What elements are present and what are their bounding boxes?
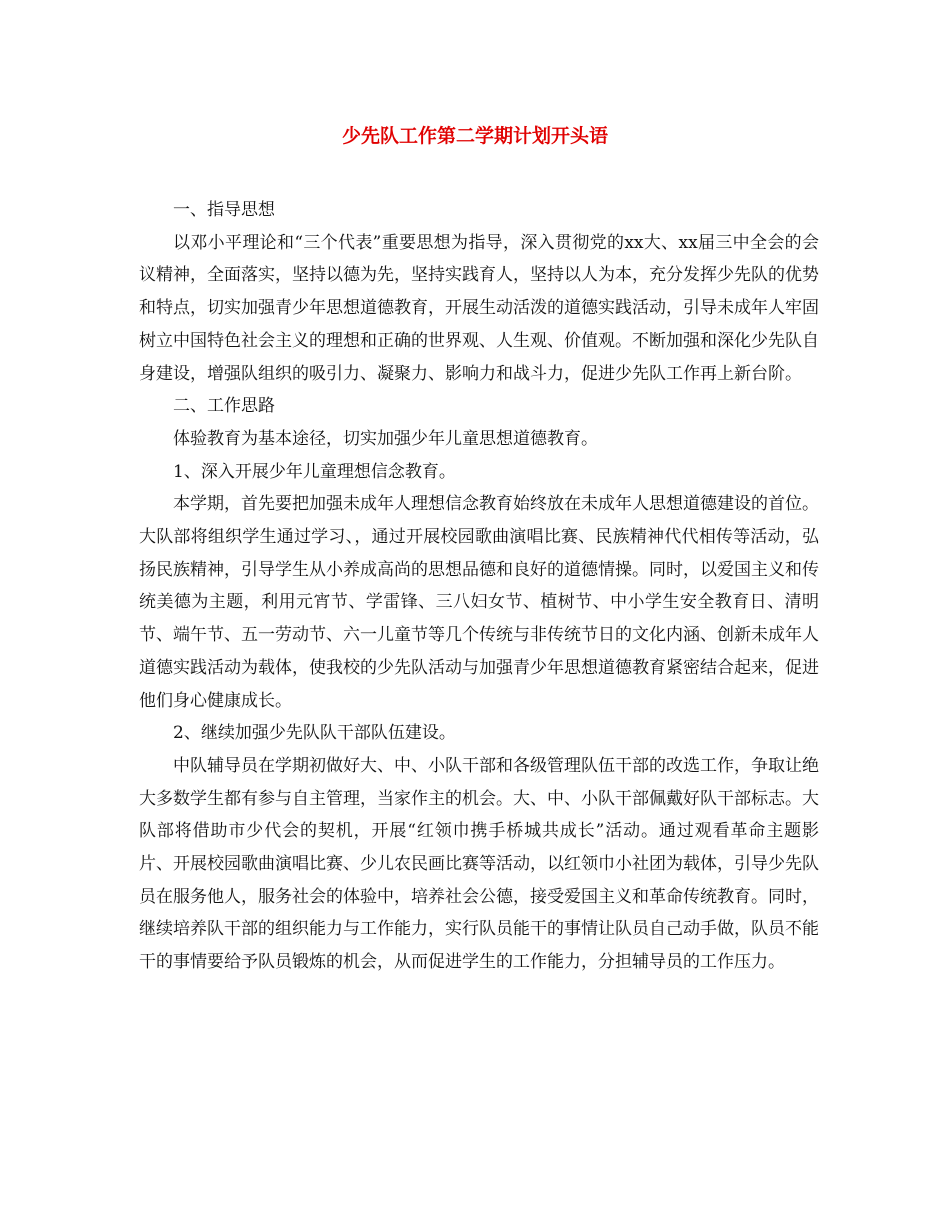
document-title: 少先队工作第二学期计划开头语 bbox=[341, 125, 608, 147]
paragraph-work-approach: 体验教育为基本途径，切实加强少年儿童思想道德教育。 bbox=[173, 428, 598, 449]
section-heading-work-approach: 二、工作思路 bbox=[173, 396, 275, 417]
subheading-cadre-building: 2、继续加强少先队队干部队伍建设。 bbox=[173, 723, 456, 744]
paragraph-guiding-thought: 以邓小平理论和“三个代表”重要思想为指导，深入贯彻党的xx大、xx届三中全会的会议精神，全面落实，坚持以德为先，坚持实践育人，坚持以人为本，充分发挥少先队的优势和特点，切实加强青少年思想道德教育，开展生动活泼的道德实践活动，引导未成年人牢固树立中国特色社会主义的理想和正确的世界观、人生观、价值观。不断加强和深化少先队自身建设，增强队组织的吸引力、凝聚力、影响力和战斗力，促进少先队工作再上新台阶。 bbox=[139, 232, 819, 384]
subheading-ideal-education: 1、深入开展少年儿童理想信念教育。 bbox=[173, 461, 456, 482]
paragraph-ideal-education: 本学期，首先要把加强未成年人理想信念教育始终放在未成年人思想道德建设的首位。大队部将组织学生通过学习、，通过开展校园歌曲演唱比赛、民族精神代代相传等活动，弘扬民族精神，引导学生从小养成高尚的思想品德和良好的道德情操。同时，以爱国主义和传统美德为主题，利用元宵节、学雷锋、三八妇女节、植树节、中小学生安全教育日、清明节、端午节、五一劳动节、六一儿童节等几个传统与非传统节日的文化内涵、创新未成年人道德实践活动为载体，使我校的少先队活动与加强青少年思想道德教育紧密结合起来，促进他们身心健康成长。 bbox=[139, 494, 819, 711]
paragraph-cadre-building: 中队辅导员在学期初做好大、中、小队干部和各级管理队伍干部的改选工作，争取让绝大多数学生都有参与自主管理，当家作主的机会。大、中、小队干部佩戴好队干部标志。大队部将借助市少代会的契机，开展“红领巾携手桥城共成长”活动。通过观看革命主题影片、开展校园歌曲演唱比赛、少儿农民画比赛等活动，以红领巾小社团为载体，引导少先队员在服务他人，服务社会的体验中，培养社会公德，接受爱国主义和革命传统教育。同时，继续培养队干部的组织能力与工作能力，实行队员能干的事情让队员自己动手做，队员不能干的事情要给予队员锻炼的机会，从而促进学生的工作能力，分担辅导员的工作压力。 bbox=[139, 755, 819, 973]
section-heading-guiding-thought: 一、指导思想 bbox=[173, 200, 275, 220]
document-body bbox=[139, 194, 819, 979]
